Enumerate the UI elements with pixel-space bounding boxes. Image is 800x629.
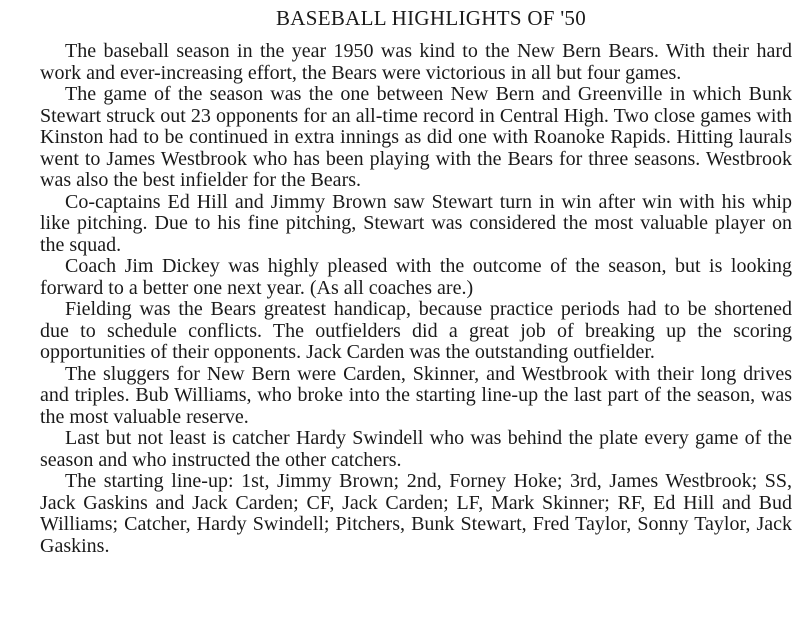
paragraph-sluggers: The sluggers for New Bern were Carden, Skinner, and Westbrook with their long drives and triples. Bub Williams, who broke into the starting line-up the last part of the season, was the most valuable reserve. bbox=[40, 362, 792, 428]
paragraph-starting-lineup: The starting line-up: 1st, Jimmy Brown; 2nd, Forney Hoke; 3rd, James Westbrook; SS, Jack Gaskins and Jack Carden; CF, Jack Carden; LF, Mark Skinner; RF, Ed Hill and Bud Williams; Catcher, Hardy Swindell; Pitchers, Bunk Stewart, Fred Taylor, Sonny Taylor, Jack Gaskins. bbox=[40, 470, 792, 557]
paragraph-season-summary: The baseball season in the year 1950 was kind to the New Bern Bears. With their hard work and ever-increasing effort, the Bears were victorious in all but four games. bbox=[40, 40, 792, 84]
paragraph-co-captains: Co-captains Ed Hill and Jimmy Brown saw Stewart turn in win after win with his whip like pitching. Due to his fine pitching, Stewart was considered the most valuable player on the squad. bbox=[40, 190, 792, 256]
paragraph-fielding: Fielding was the Bears greatest handicap, because practice periods had to be shortened due to schedule conflicts. The outfielders did a great job of breaking up the scoring opportunities of their opponents. Jack Carden was the outstanding outfielder. bbox=[40, 298, 792, 363]
document-page bbox=[40, 4, 792, 557]
paragraph-coach: Coach Jim Dickey was highly pleased with the outcome of the season, but is looking forward to a better one next year. (As all coaches are.) bbox=[40, 255, 792, 299]
page-title: BASEBALL HIGHLIGHTS OF '50 bbox=[275, 6, 587, 30]
paragraph-game-of-season: The game of the season was the one between New Bern and Greenville in which Bunk Stewart struck out 23 opponents for an all-time record in Central High. Two close games with Kinston had to be continued in extra innings as did one with Roanoke Rapids. Hitting laurals went to James Westbrook who has been playing with the Bears for three seasons. Westbrook was also the best infielder for the Bears. bbox=[40, 83, 792, 191]
paragraph-catcher: Last but not least is catcher Hardy Swindell who was behind the plate every game of the season and who instructed the other catchers. bbox=[40, 427, 792, 471]
